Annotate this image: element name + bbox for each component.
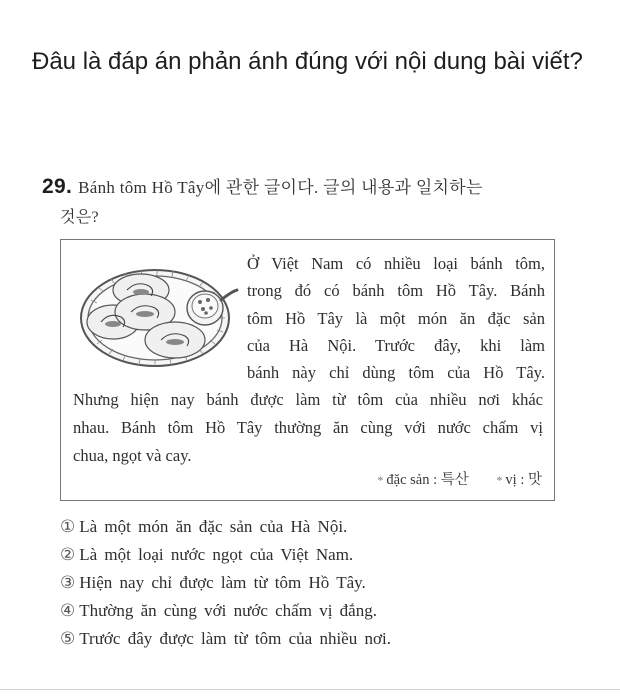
question-stem — [42, 172, 562, 233]
answer-option-1 — [60, 513, 540, 541]
passage-line: chua, ngọt và cay. — [73, 446, 192, 465]
passage-line: bánh này chỉ dùng tôm của Hồ Tây. — [247, 363, 545, 383]
answer-option-5 — [60, 625, 540, 653]
answer-options — [60, 513, 540, 653]
passage-line: Nhưng hiện nay bánh được làm từ tôm của nhiều nơi khác — [73, 390, 543, 409]
glossary-meaning: 맛 — [527, 472, 542, 488]
passage-line: nhau. Bánh tôm Hồ Tây thường ăn cùng với nước chấm vị — [73, 418, 543, 437]
option-text: Hiện nay chỉ được làm từ tôm Hồ Tây. — [79, 573, 366, 592]
reading-passage-box — [60, 239, 555, 501]
glossary-meaning: 특산 — [440, 472, 469, 488]
passage-text-bottom — [73, 386, 543, 470]
passage-line: tôm Hồ Tây là một món ăn đặc sản — [247, 308, 545, 328]
answer-option-2 — [60, 541, 540, 569]
question-prompt: Đâu là đáp án phản ánh đúng với nội dung bài viết? — [32, 48, 583, 75]
asterisk-icon: * — [377, 473, 384, 487]
question-stem-line-2: 것은? — [60, 209, 99, 226]
option-number: ④ — [60, 601, 76, 620]
option-text: Trước đây được làm từ tôm của nhiều nơi. — [79, 629, 391, 648]
option-number: ③ — [60, 573, 76, 592]
glossary-item: * đặc sản : 특산 — [377, 472, 469, 488]
divider — [0, 689, 620, 690]
asterisk-icon: * — [496, 473, 503, 487]
question-stem-line-1: Bánh tôm Hồ Tây에 관한 글이다. 글의 내용과 일치하는 — [78, 178, 483, 197]
option-text: Thường ăn cùng với nước chấm vị đắng. — [79, 601, 377, 620]
glossary-term: vị — [505, 472, 517, 488]
passage-line: trong đó có bánh tôm Hồ Tây. Bánh — [247, 281, 545, 301]
glossary-notes — [353, 468, 542, 489]
option-text: Là một loại nước ngọt của Việt Nam. — [79, 545, 354, 564]
passage-line: Ở Việt Nam có nhiều loại bánh tôm, — [247, 254, 545, 273]
answer-option-4 — [60, 597, 540, 625]
option-number: ⑤ — [60, 629, 76, 648]
option-text: Là một món ăn đặc sản của Hà Nội. — [79, 517, 348, 536]
passage-line: của Hà Nội. Trước đây, khi làm — [247, 335, 545, 355]
answer-option-3 — [60, 569, 540, 597]
option-number: ① — [60, 517, 76, 536]
question-number: 29. — [42, 175, 73, 198]
glossary-item: * vị : 맛 — [496, 472, 542, 488]
passage-text-top — [247, 250, 545, 386]
option-number: ② — [60, 545, 76, 564]
shrimp-cake-plate-icon — [75, 252, 245, 372]
glossary-term: đặc sản — [386, 472, 430, 488]
